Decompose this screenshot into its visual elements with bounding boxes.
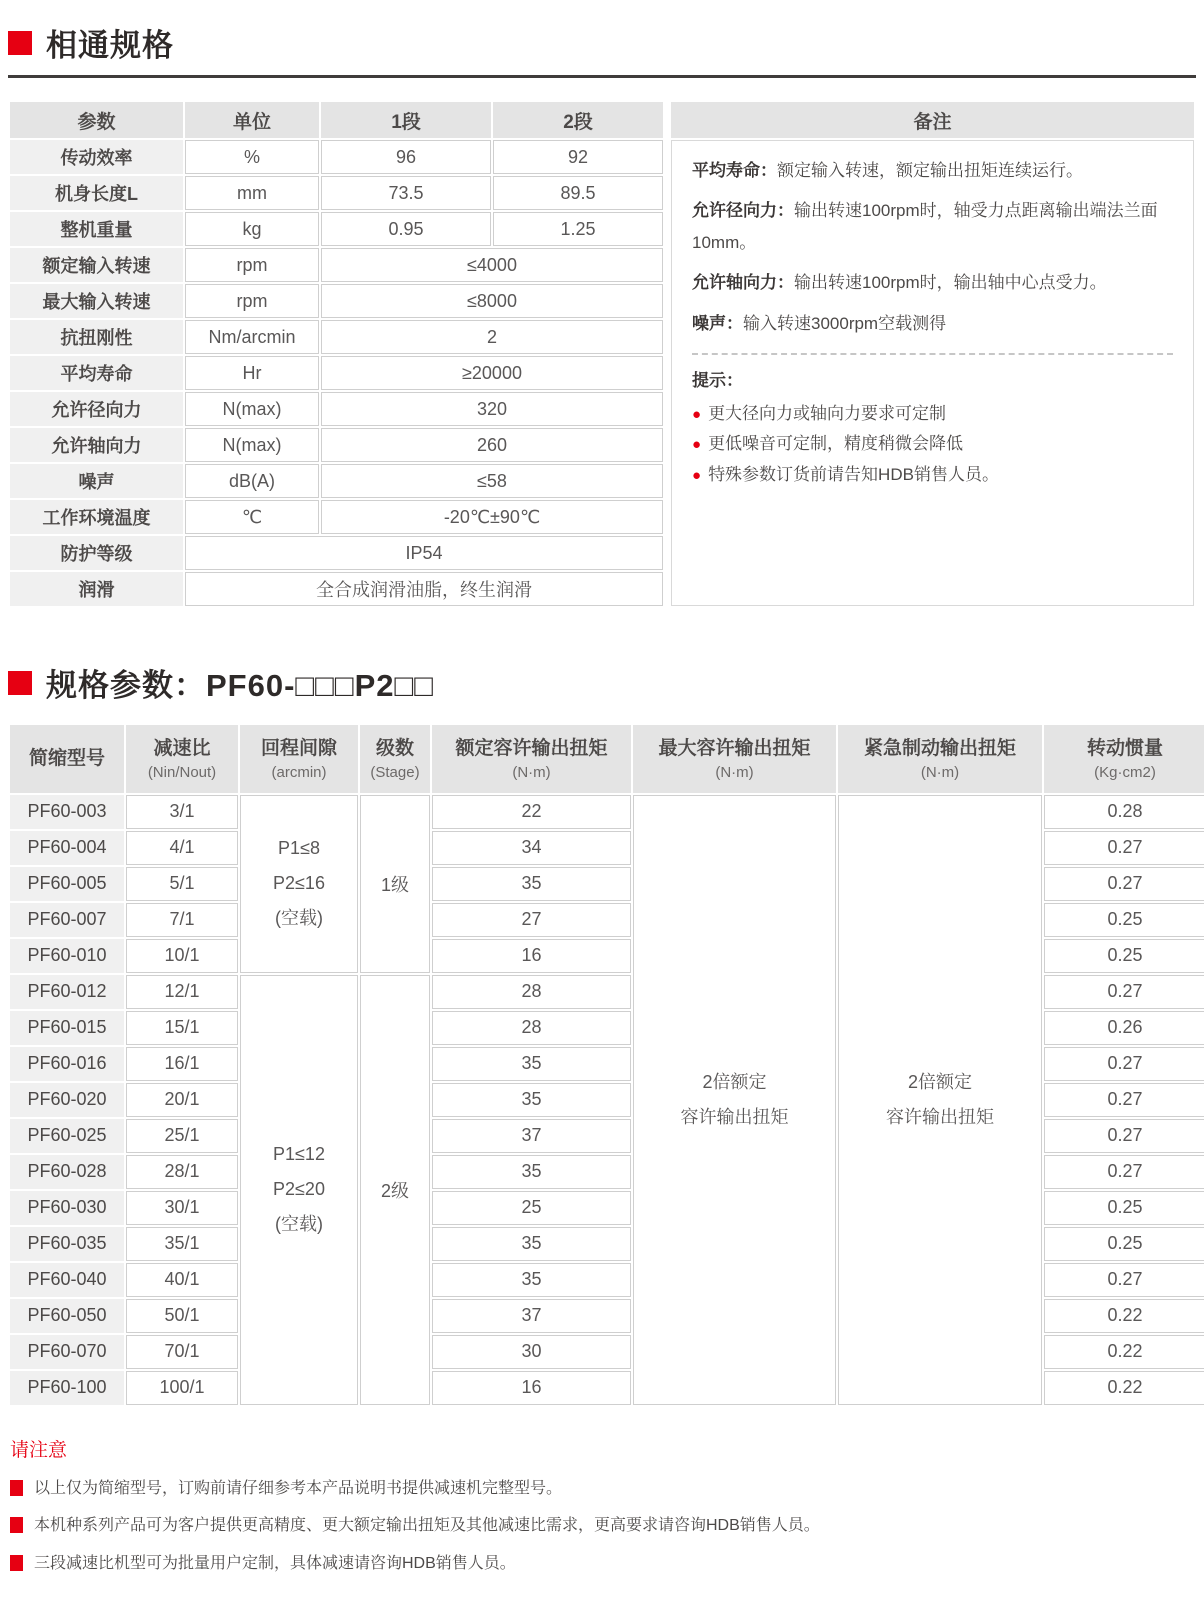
inertia-cell: 0.22 [1044,1335,1204,1369]
common-table-row [10,392,663,426]
unit-cell: kg [185,212,319,246]
unit-cell: N(max) [185,428,319,462]
ratio-cell: 50/1 [126,1299,238,1333]
section2-title-bar [8,656,1196,705]
unit-cell: % [185,140,319,174]
tip-item [692,460,1173,491]
remark-text: 输入转速3000rpm空载测得 [743,313,947,333]
section1-title [8,20,1196,65]
common-table-row [10,320,663,354]
rated-torque-cell: 30 [432,1335,631,1369]
common-table-row [10,284,663,318]
notes-list [10,1478,1196,1575]
header-inertia: 转动惯量 (Kg·cm2) [1044,725,1204,793]
model-cell: PF60-020 [10,1083,124,1117]
common-table-row [10,428,663,462]
header-model: 简缩型号 [10,725,124,793]
inertia-cell: 0.27 [1044,1155,1204,1189]
value-cell: ≥20000 [321,356,663,390]
model-cell: PF60-100 [10,1371,124,1405]
brake-torque-cell: 2倍额定 容许输出扭矩 [838,795,1042,1405]
ratio-cell: 5/1 [126,867,238,901]
tip-text: 更低噪音可定制，精度稍微会降低 [708,434,964,454]
spec-table-row [10,795,1204,829]
header-stage2: 2段 [493,102,663,138]
common-table-row [10,500,663,534]
stage-cell: 1级 [360,795,430,973]
model-cell: PF60-040 [10,1263,124,1297]
tip-item [692,429,1173,460]
remark-paragraph [692,308,1173,339]
value-cell: -20℃±90℃ [321,500,663,534]
section2-title [8,660,1196,705]
stage1-value-cell: 73.5 [321,176,491,210]
inertia-cell: 0.25 [1044,939,1204,973]
remark-text: 额定输入转速，额定输出扭矩连续运行。 [777,161,1083,180]
remark-lead: 平均寿命： [692,161,777,180]
param-cell: 允许径向力 [10,392,183,426]
rated-torque-cell: 35 [432,1083,631,1117]
section1-title-bar [8,16,1196,78]
stage1-value-cell: 0.95 [321,212,491,246]
param-cell: 平均寿命 [10,356,183,390]
rated-torque-cell: 28 [432,1011,631,1045]
rated-torque-cell: 37 [432,1119,631,1153]
rated-torque-cell: 35 [432,867,631,901]
ratio-cell: 28/1 [126,1155,238,1189]
note-item [10,1478,1196,1500]
param-cell: 防护等级 [10,536,183,570]
rated-torque-cell: 37 [432,1299,631,1333]
ratio-cell: 35/1 [126,1227,238,1261]
model-cell: PF60-016 [10,1047,124,1081]
header-max-torque: 最大容许输出扭矩 (N·m) [633,725,836,793]
tip-text: 特殊参数订货前请告知HDB销售人员。 [708,464,999,484]
notes-title: 请注意 [10,1439,68,1461]
value-cell: IP54 [185,536,663,570]
header-brake-torque: 紧急制动输出扭矩 (N·m) [838,725,1042,793]
red-dot-bullet-icon: ● [692,436,702,454]
ratio-cell: 100/1 [126,1371,238,1405]
remarks-paragraphs [692,155,1173,339]
inertia-cell: 0.27 [1044,867,1204,901]
model-cell: PF60-005 [10,867,124,901]
note-item [10,1553,1196,1575]
ratio-cell: 16/1 [126,1047,238,1081]
rated-torque-cell: 16 [432,1371,631,1405]
common-table-row [10,248,663,282]
header-stage: 级数 (Stage) [360,725,430,793]
model-cell: PF60-025 [10,1119,124,1153]
inertia-cell: 0.27 [1044,1047,1204,1081]
dashed-divider [692,353,1173,355]
common-table-header-row [10,102,663,138]
red-square-bullet-icon [10,1480,23,1496]
rated-torque-cell: 35 [432,1047,631,1081]
common-table-row [10,536,663,570]
common-table-row [10,212,663,246]
ratio-cell: 12/1 [126,975,238,1009]
rated-torque-cell: 16 [432,939,631,973]
value-cell: 2 [321,320,663,354]
max-torque-cell: 2倍额定 容许输出扭矩 [633,795,836,1405]
unit-cell: dB(A) [185,464,319,498]
spec-params-section [8,656,1196,1407]
inertia-cell: 0.27 [1044,1119,1204,1153]
param-cell: 允许轴向力 [10,428,183,462]
param-cell: 噪声 [10,464,183,498]
value-cell: 320 [321,392,663,426]
remark-text: 输出转速100rpm时，轴受力点距离输出端法兰面10mm。 [692,201,1158,252]
remark-lead: 允许径向力： [692,201,794,221]
header-rated-torque: 额定容许输出扭矩 (N·m) [432,725,631,793]
inertia-cell: 0.22 [1044,1371,1204,1405]
remarks-panel [669,100,1196,608]
common-spec-table [8,100,665,608]
common-table-row [10,176,663,210]
header-param: 参数 [10,102,183,138]
model-cell: PF60-030 [10,1191,124,1225]
common-spec-section [8,100,1196,608]
param-cell: 额定输入转速 [10,248,183,282]
rated-torque-cell: 35 [432,1263,631,1297]
red-dot-bullet-icon: ● [692,466,702,484]
tips-title: 提示： [692,371,743,391]
remark-lead: 噪声： [692,313,743,333]
ratio-cell: 15/1 [126,1011,238,1045]
tips-list [692,399,1173,491]
common-table-row [10,356,663,390]
inertia-cell: 0.25 [1044,1227,1204,1261]
ratio-cell: 70/1 [126,1335,238,1369]
inertia-cell: 0.27 [1044,831,1204,865]
model-cell: PF60-028 [10,1155,124,1189]
rated-torque-cell: 25 [432,1191,631,1225]
value-cell: ≤8000 [321,284,663,318]
note-item [10,1515,1196,1537]
ratio-cell: 4/1 [126,831,238,865]
param-cell: 润滑 [10,572,183,606]
inertia-cell: 0.25 [1044,903,1204,937]
common-table-row [10,572,663,606]
red-square-bullet-icon [10,1555,23,1571]
notes-section [8,1435,1196,1575]
note-text: 三段减速比机型可为批量用户定制，具体减速请咨询HDB销售人员。 [34,1554,516,1572]
header-ratio: 减速比 (Nin/Nout) [126,725,238,793]
value-cell: 260 [321,428,663,462]
header-unit: 单位 [185,102,319,138]
remark-lead: 允许轴向力： [692,273,794,293]
backlash-cell: P1≤12 P2≤20 (空载) [240,975,358,1405]
remarks-header: 备注 [671,102,1194,138]
spec-table-body [10,795,1204,1405]
rated-torque-cell: 35 [432,1155,631,1189]
remark-paragraph [692,195,1173,258]
param-cell: 传动效率 [10,140,183,174]
model-cell: PF60-015 [10,1011,124,1045]
section2-title-text: 规格参数：PF60-□□□P2□□ [46,668,434,703]
inertia-cell: 0.22 [1044,1299,1204,1333]
inertia-cell: 0.26 [1044,1011,1204,1045]
remark-text: 输出转速100rpm时，输出轴中心点受力。 [794,273,1107,293]
rated-torque-cell: 34 [432,831,631,865]
unit-cell: Nm/arcmin [185,320,319,354]
param-cell: 最大输入转速 [10,284,183,318]
param-cell: 抗扭刚性 [10,320,183,354]
model-cell: PF60-035 [10,1227,124,1261]
rated-torque-cell: 27 [432,903,631,937]
rated-torque-cell: 28 [432,975,631,1009]
stage2-value-cell: 89.5 [493,176,663,210]
ratio-cell: 7/1 [126,903,238,937]
unit-cell: N(max) [185,392,319,426]
stage2-value-cell: 1.25 [493,212,663,246]
red-dot-bullet-icon: ● [692,405,702,423]
unit-cell: rpm [185,284,319,318]
param-cell: 机身长度L [10,176,183,210]
red-square-bullet-icon [10,1517,23,1533]
ratio-cell: 40/1 [126,1263,238,1297]
inertia-cell: 0.27 [1044,975,1204,1009]
stage-cell: 2级 [360,975,430,1405]
tip-text: 更大径向力或轴向力要求可定制 [708,403,947,423]
tip-item [692,399,1173,430]
ratio-cell: 20/1 [126,1083,238,1117]
value-cell: 全合成润滑油脂，终生润滑 [185,572,663,606]
rated-torque-cell: 35 [432,1227,631,1261]
spec-table [8,723,1204,1407]
value-cell: ≤58 [321,464,663,498]
unit-cell: Hr [185,356,319,390]
rated-torque-cell: 22 [432,795,631,829]
model-cell: PF60-003 [10,795,124,829]
remarks-body [671,140,1194,606]
model-cell: PF60-070 [10,1335,124,1369]
spec-table-header-row [10,725,1204,793]
param-cell: 整机重量 [10,212,183,246]
unit-cell: rpm [185,248,319,282]
remark-paragraph [692,267,1173,298]
unit-cell: mm [185,176,319,210]
backlash-cell: P1≤8 P2≤16 (空载) [240,795,358,973]
section1-title-text: 相通规格 [46,28,174,63]
model-cell: PF60-004 [10,831,124,865]
red-square-bullet-icon [8,671,32,695]
note-text: 以上仅为简缩型号，订购前请仔细参考本产品说明书提供减速机完整型号。 [34,1479,563,1497]
note-text: 本机种系列产品可为客户提供更高精度、更大额定输出扭矩及其他减速比需求，更高要求请咨询HDB销售人员。 [34,1517,820,1535]
red-square-bullet-icon [8,31,32,55]
model-cell: PF60-050 [10,1299,124,1333]
common-table-row [10,464,663,498]
inertia-cell: 0.27 [1044,1263,1204,1297]
remark-paragraph [692,155,1173,186]
inertia-cell: 0.27 [1044,1083,1204,1117]
param-cell: 工作环境温度 [10,500,183,534]
ratio-cell: 25/1 [126,1119,238,1153]
ratio-cell: 30/1 [126,1191,238,1225]
inertia-cell: 0.28 [1044,795,1204,829]
unit-cell: ℃ [185,500,319,534]
header-stage1: 1段 [321,102,491,138]
stage1-value-cell: 96 [321,140,491,174]
ratio-cell: 10/1 [126,939,238,973]
ratio-cell: 3/1 [126,795,238,829]
value-cell: ≤4000 [321,248,663,282]
common-table-row [10,140,663,174]
header-backlash: 回程间隙 (arcmin) [240,725,358,793]
model-cell: PF60-007 [10,903,124,937]
common-table-body [10,140,663,606]
stage2-value-cell: 92 [493,140,663,174]
model-cell: PF60-010 [10,939,124,973]
inertia-cell: 0.25 [1044,1191,1204,1225]
model-cell: PF60-012 [10,975,124,1009]
